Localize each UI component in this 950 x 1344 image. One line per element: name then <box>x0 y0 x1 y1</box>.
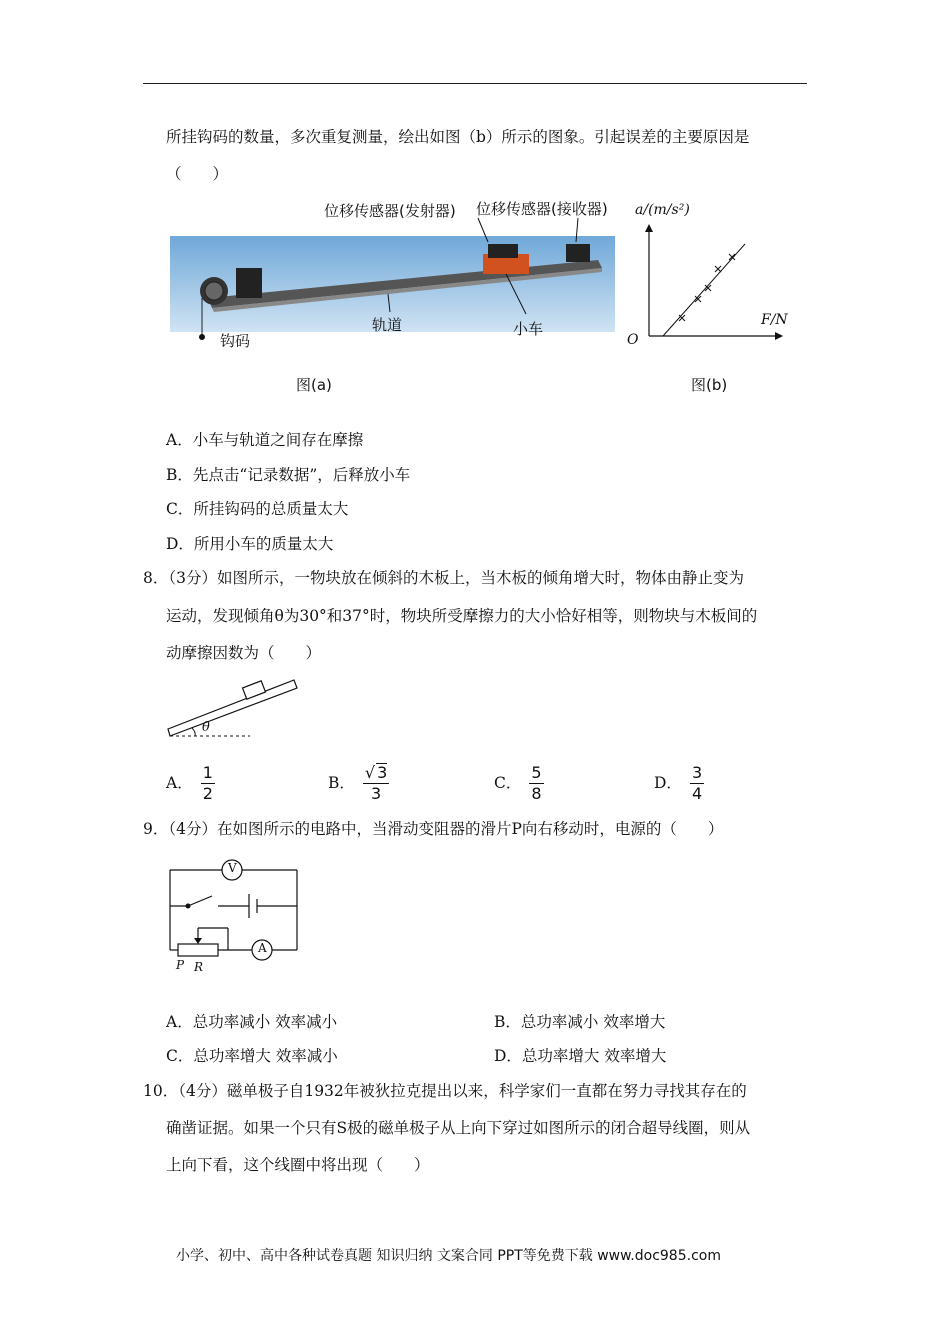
fraction-b-den: 3 <box>370 784 382 803</box>
fraction-b-num <box>363 763 389 784</box>
q8-option-a-letter: A． <box>166 774 193 792</box>
resistor-label: R <box>194 960 204 974</box>
graph-xlabel: F/N <box>761 312 788 328</box>
figure-b-graph <box>625 198 795 358</box>
q8-line-3: 动摩擦因数为（ ） <box>166 644 322 662</box>
q7-option-b: B．先点击“记录数据”，后释放小车 <box>166 466 411 484</box>
q7-option-c: C．所挂钩码的总质量太大 <box>166 500 349 518</box>
intro-line-1: 所挂钩码的数量，多次重复测量，绘出如图（b）所示的图象。引起误差的主要原因是 <box>166 128 750 146</box>
label-hook: 钩码 <box>220 332 251 350</box>
fraction-c-den: 8 <box>531 783 542 803</box>
q10-line-2: 确凿证据。如果一个只有S极的磁单极子从上向下穿过如图所示的闭合超导线圈，则从 <box>166 1119 751 1137</box>
q8-line-1: 8．（3分）如图所示，一物块放在倾斜的木板上，当木板的倾角增大时，物体由静止变为 <box>143 569 744 587</box>
q8-option-d <box>654 762 704 804</box>
q9-option-d: D．总功率增大 效率增大 <box>494 1047 667 1065</box>
fraction-d-den: 4 <box>691 783 703 803</box>
angle-label: θ <box>202 720 210 735</box>
q8-line-2: 运动，发现倾角θ为30°和37°时，物块所受摩擦力的大小恰好相等，则物块与木板间的 <box>166 607 758 625</box>
footer-text: 小学、初中、高中各种试卷真题 知识归纳 文案合同 PPT等免费下载 www.doc985.com <box>176 1248 721 1264</box>
figure-b <box>625 198 795 398</box>
circuit-figure <box>166 852 306 980</box>
incline-figure <box>166 676 302 742</box>
fraction-c <box>529 764 543 803</box>
fraction-c-num: 5 <box>531 762 542 782</box>
q8-option-c-letter: C． <box>494 774 522 792</box>
q8-option-c <box>494 762 544 804</box>
figure-a <box>168 198 623 398</box>
q9-option-a: A．总功率减小 效率减小 <box>166 1013 338 1031</box>
caption-b: 图(b) <box>691 376 728 394</box>
q7-option-a: A．小车与轨道之间存在摩擦 <box>166 431 364 449</box>
q10-line-3: 上向下看，这个线圈中将出现（ ） <box>166 1156 430 1174</box>
q7-option-d: D．所用小车的质量太大 <box>166 535 334 553</box>
fraction-b <box>363 763 389 803</box>
slider-label: P <box>176 958 185 972</box>
q8-option-d-letter: D． <box>654 774 682 792</box>
intro-line-2: （ ） <box>166 165 229 183</box>
graph-origin: O <box>627 332 639 348</box>
q8-option-b-letter: B． <box>328 774 355 792</box>
q8-option-a <box>166 762 215 804</box>
fraction-a-num: 1 <box>202 762 213 782</box>
q10-line-1: 10．（4分）磁单极子自1932年被狄拉克提出以来，科学家们一直都在努力寻找其存在的 <box>143 1082 747 1100</box>
q9-line-1: 9．（4分）在如图所示的电路中，当滑动变阻器的滑片P向右移动时，电源的（ ） <box>143 820 724 838</box>
ammeter-label: A <box>258 941 267 955</box>
figure-a-drawing <box>168 198 623 398</box>
label-emitter: 位移传感器(发射器) <box>324 202 456 220</box>
caption-a: 图(a) <box>296 376 332 394</box>
q9-option-c: C．总功率增大 效率减小 <box>166 1047 338 1065</box>
q9-option-b: B．总功率减小 效率增大 <box>494 1013 666 1031</box>
label-track: 轨道 <box>372 316 403 334</box>
sqrt-radicand: 3 <box>377 763 388 782</box>
fraction-d-num: 3 <box>691 762 703 782</box>
sqrt-sign: √ <box>364 763 376 782</box>
fraction-a-den: 2 <box>202 783 213 803</box>
header-rule <box>143 83 807 84</box>
incline-drawing <box>166 676 302 742</box>
fraction-a <box>201 764 215 803</box>
graph-ylabel: a/(m/s²) <box>635 202 690 218</box>
label-cart: 小车 <box>513 320 544 338</box>
q8-option-b <box>328 762 389 804</box>
fraction-d <box>690 764 704 803</box>
label-receiver: 位移传感器(接收器) <box>476 200 608 218</box>
voltmeter-label: V <box>228 861 237 875</box>
